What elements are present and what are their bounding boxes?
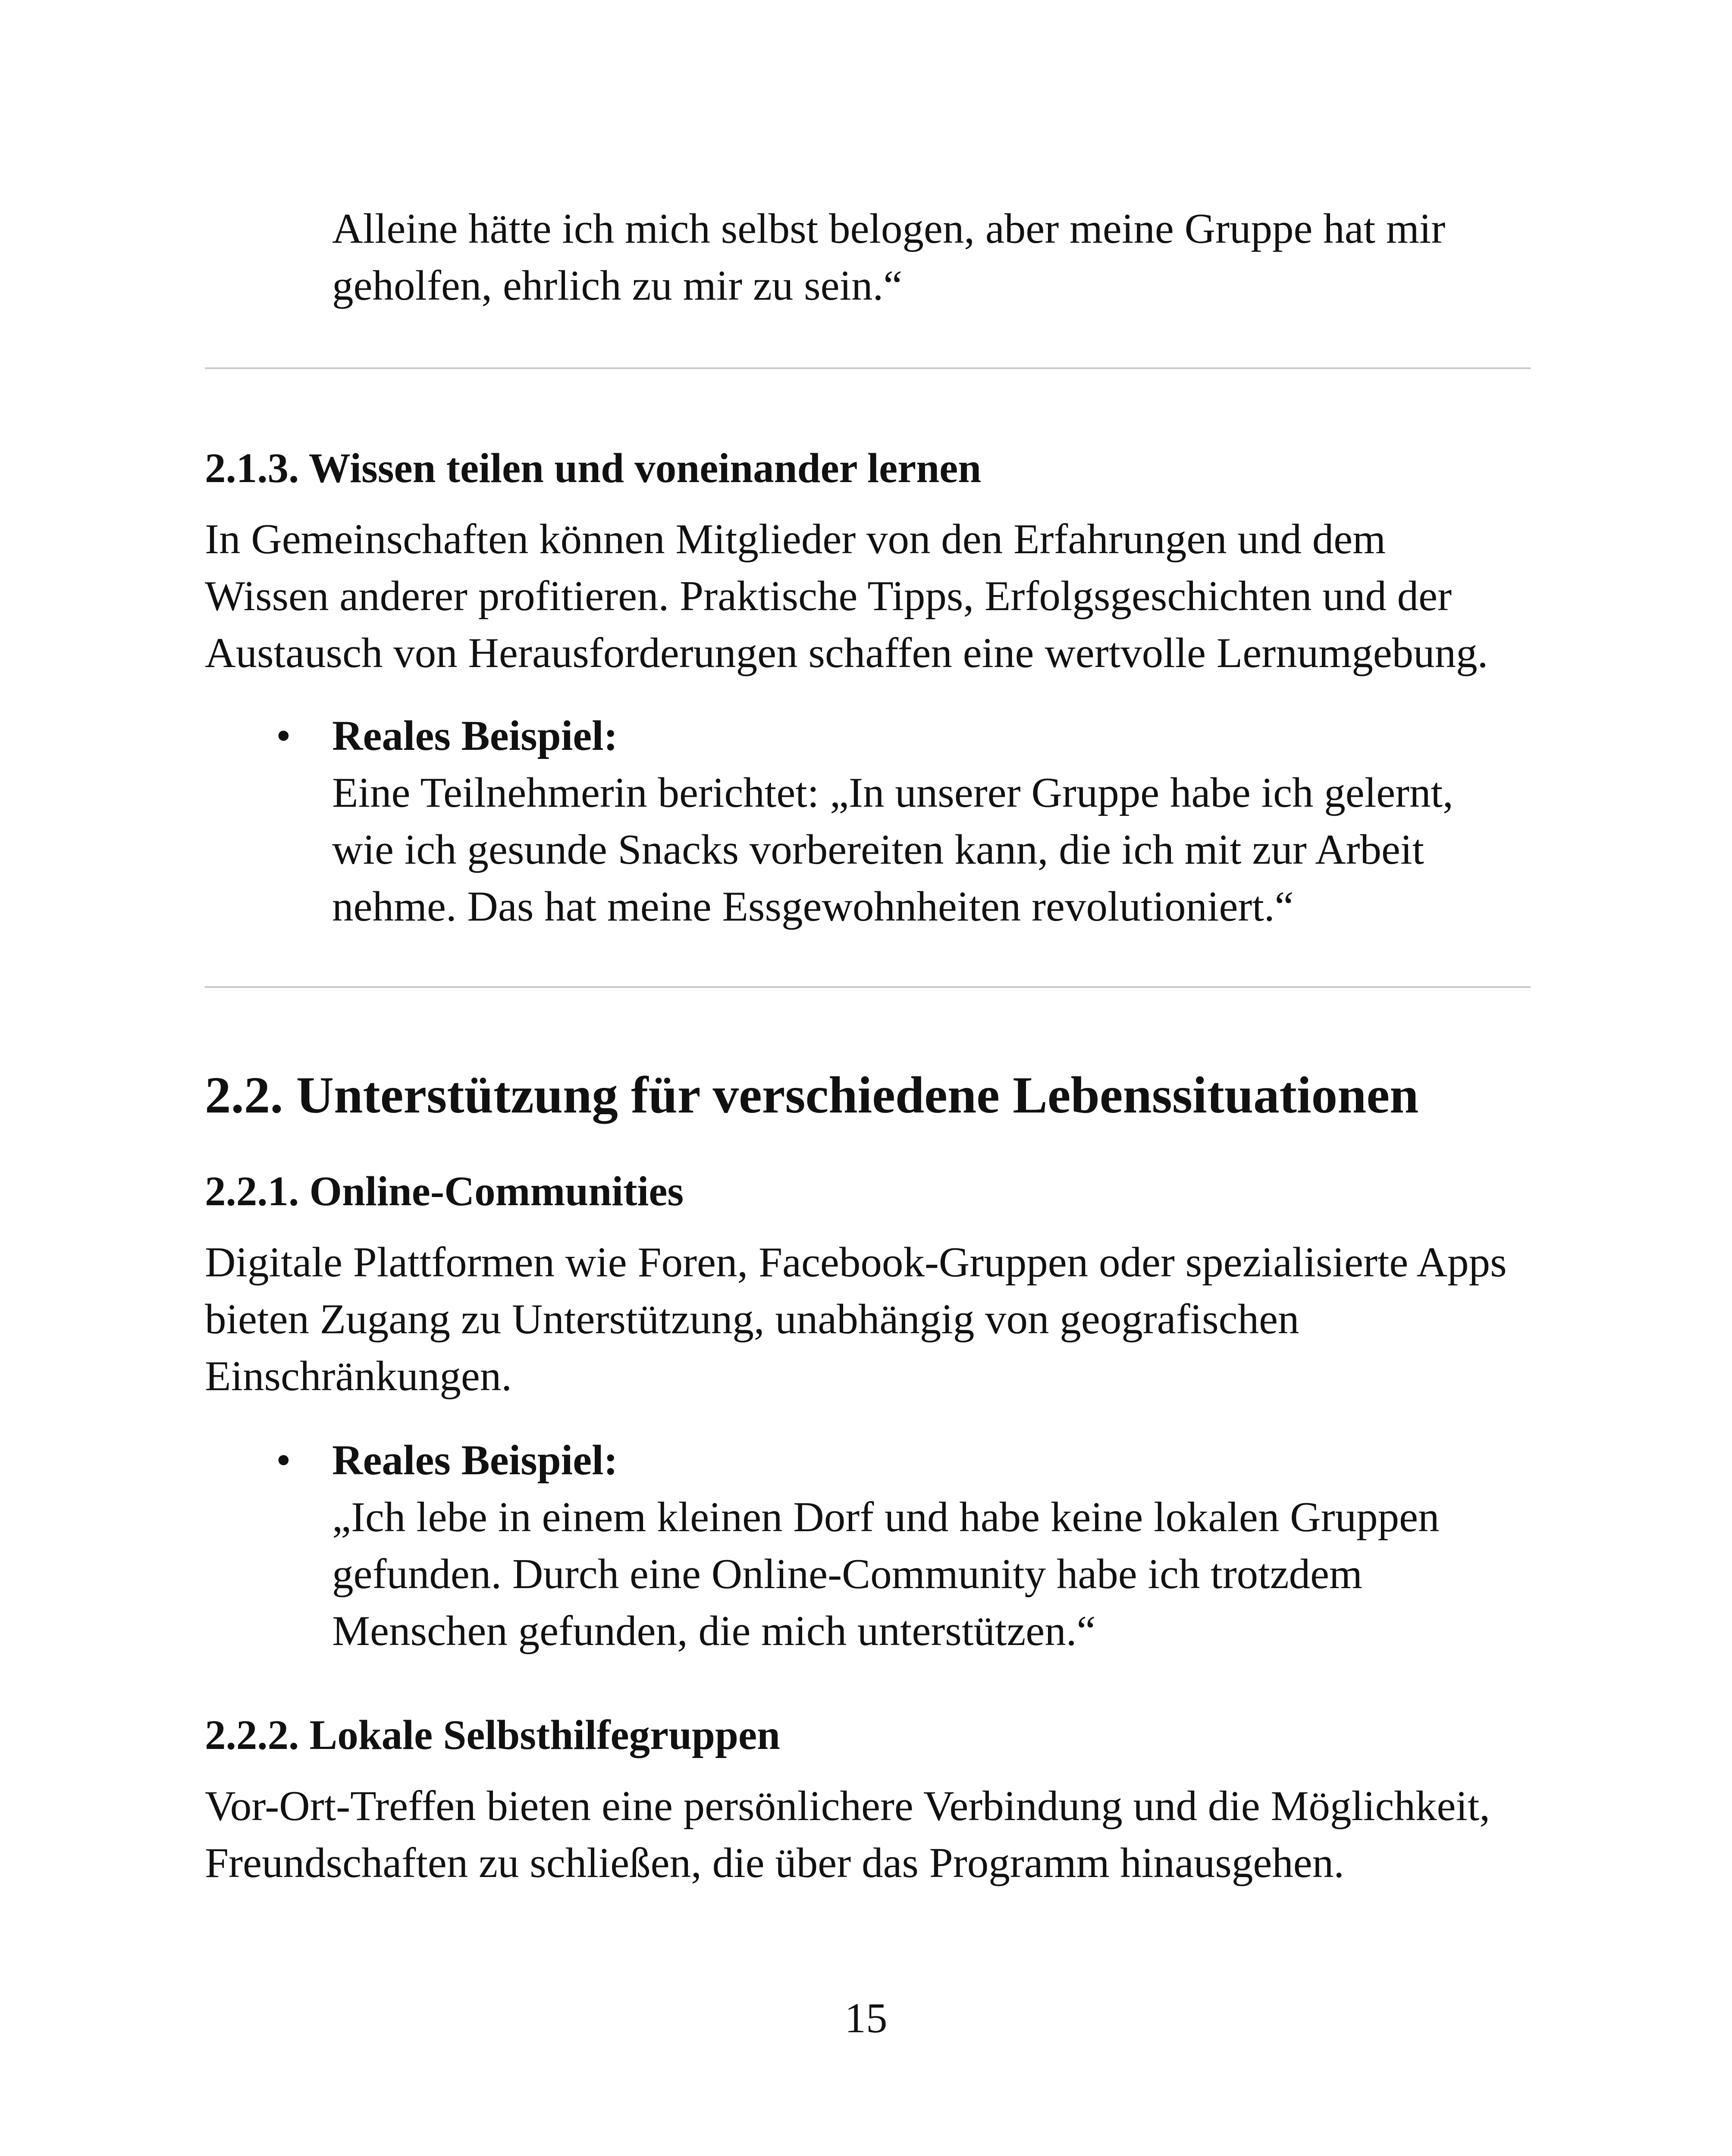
text-line: Vor-Ort-Treffen bieten eine persönlichere Verbindung und die Möglichkeit, [205,1783,1490,1830]
quote-continuation [332,201,1732,314]
bullet-item [0,1432,1732,1660]
bullet-label: Reales Beispiel: [332,1437,618,1484]
paragraph [205,1778,1732,1892]
text-line: bieten Zugang zu Unterstützung, unabhängig von geografischen [205,1296,1299,1343]
divider [205,367,1531,369]
bullet-icon: • [276,1437,291,1484]
text-line: Freundschaften zu schließen, die über das Programm hinausgehen. [205,1839,1344,1887]
page-number: 15 [844,1995,888,2042]
text-line: In Gemeinschaften können Mitglieder von den Erfahrungen und dem [205,516,1386,563]
text-line: Menschen gefunden, die mich unterstützen.“ [332,1608,1096,1655]
bullet-text [332,1489,1732,1660]
divider [205,986,1531,988]
paragraph [205,511,1732,682]
text-line: Wissen anderer profitieren. Praktische Tipps, Erfolgsgeschichten und der [205,573,1452,620]
section-heading-2-2: 2.2. Unterstützung für verschiedene Lebenssituationen [205,1066,1419,1124]
text-line: Alleine hätte ich mich selbst belogen, aber meine Gruppe hat mir [332,205,1446,252]
paragraph [205,1234,1732,1405]
text-line: Digitale Plattformen wie Foren, Facebook-Gruppen oder spezialisierte Apps [205,1239,1507,1286]
text-line: „Ich lebe in einem kleinen Dorf und habe keine lokalen Gruppen [332,1494,1440,1541]
bullet-icon: • [276,712,291,759]
text-line: Austausch von Herausforderungen schaffen eine wertvolle Lernumgebung. [205,630,1488,677]
text-line: Einschränkungen. [205,1353,512,1400]
text-line: gefunden. Durch eine Online-Community habe ich trotzdem [332,1551,1363,1598]
section-heading-2-2-1: 2.2.1. Online-Communities [205,1168,684,1214]
section-heading-2-1-3: 2.1.3. Wissen teilen und voneinander lernen [205,445,982,491]
text-line: wie ich gesunde Snacks vorbereiten kann, die ich mit zur Arbeit [332,826,1424,873]
text-line: Eine Teilnehmerin berichtet: „In unserer Gruppe habe ich gelernt, [332,769,1453,816]
text-line: geholfen, ehrlich zu mir zu sein.“ [332,262,903,309]
text-line: nehme. Das hat meine Essgewohnheiten revolutioniert.“ [332,883,1294,930]
bullet-label: Reales Beispiel: [332,712,618,759]
section-heading-2-2-2: 2.2.2. Lokale Selbsthilfegruppen [205,1712,780,1758]
bullet-text [332,765,1732,935]
bullet-item [0,707,1732,935]
